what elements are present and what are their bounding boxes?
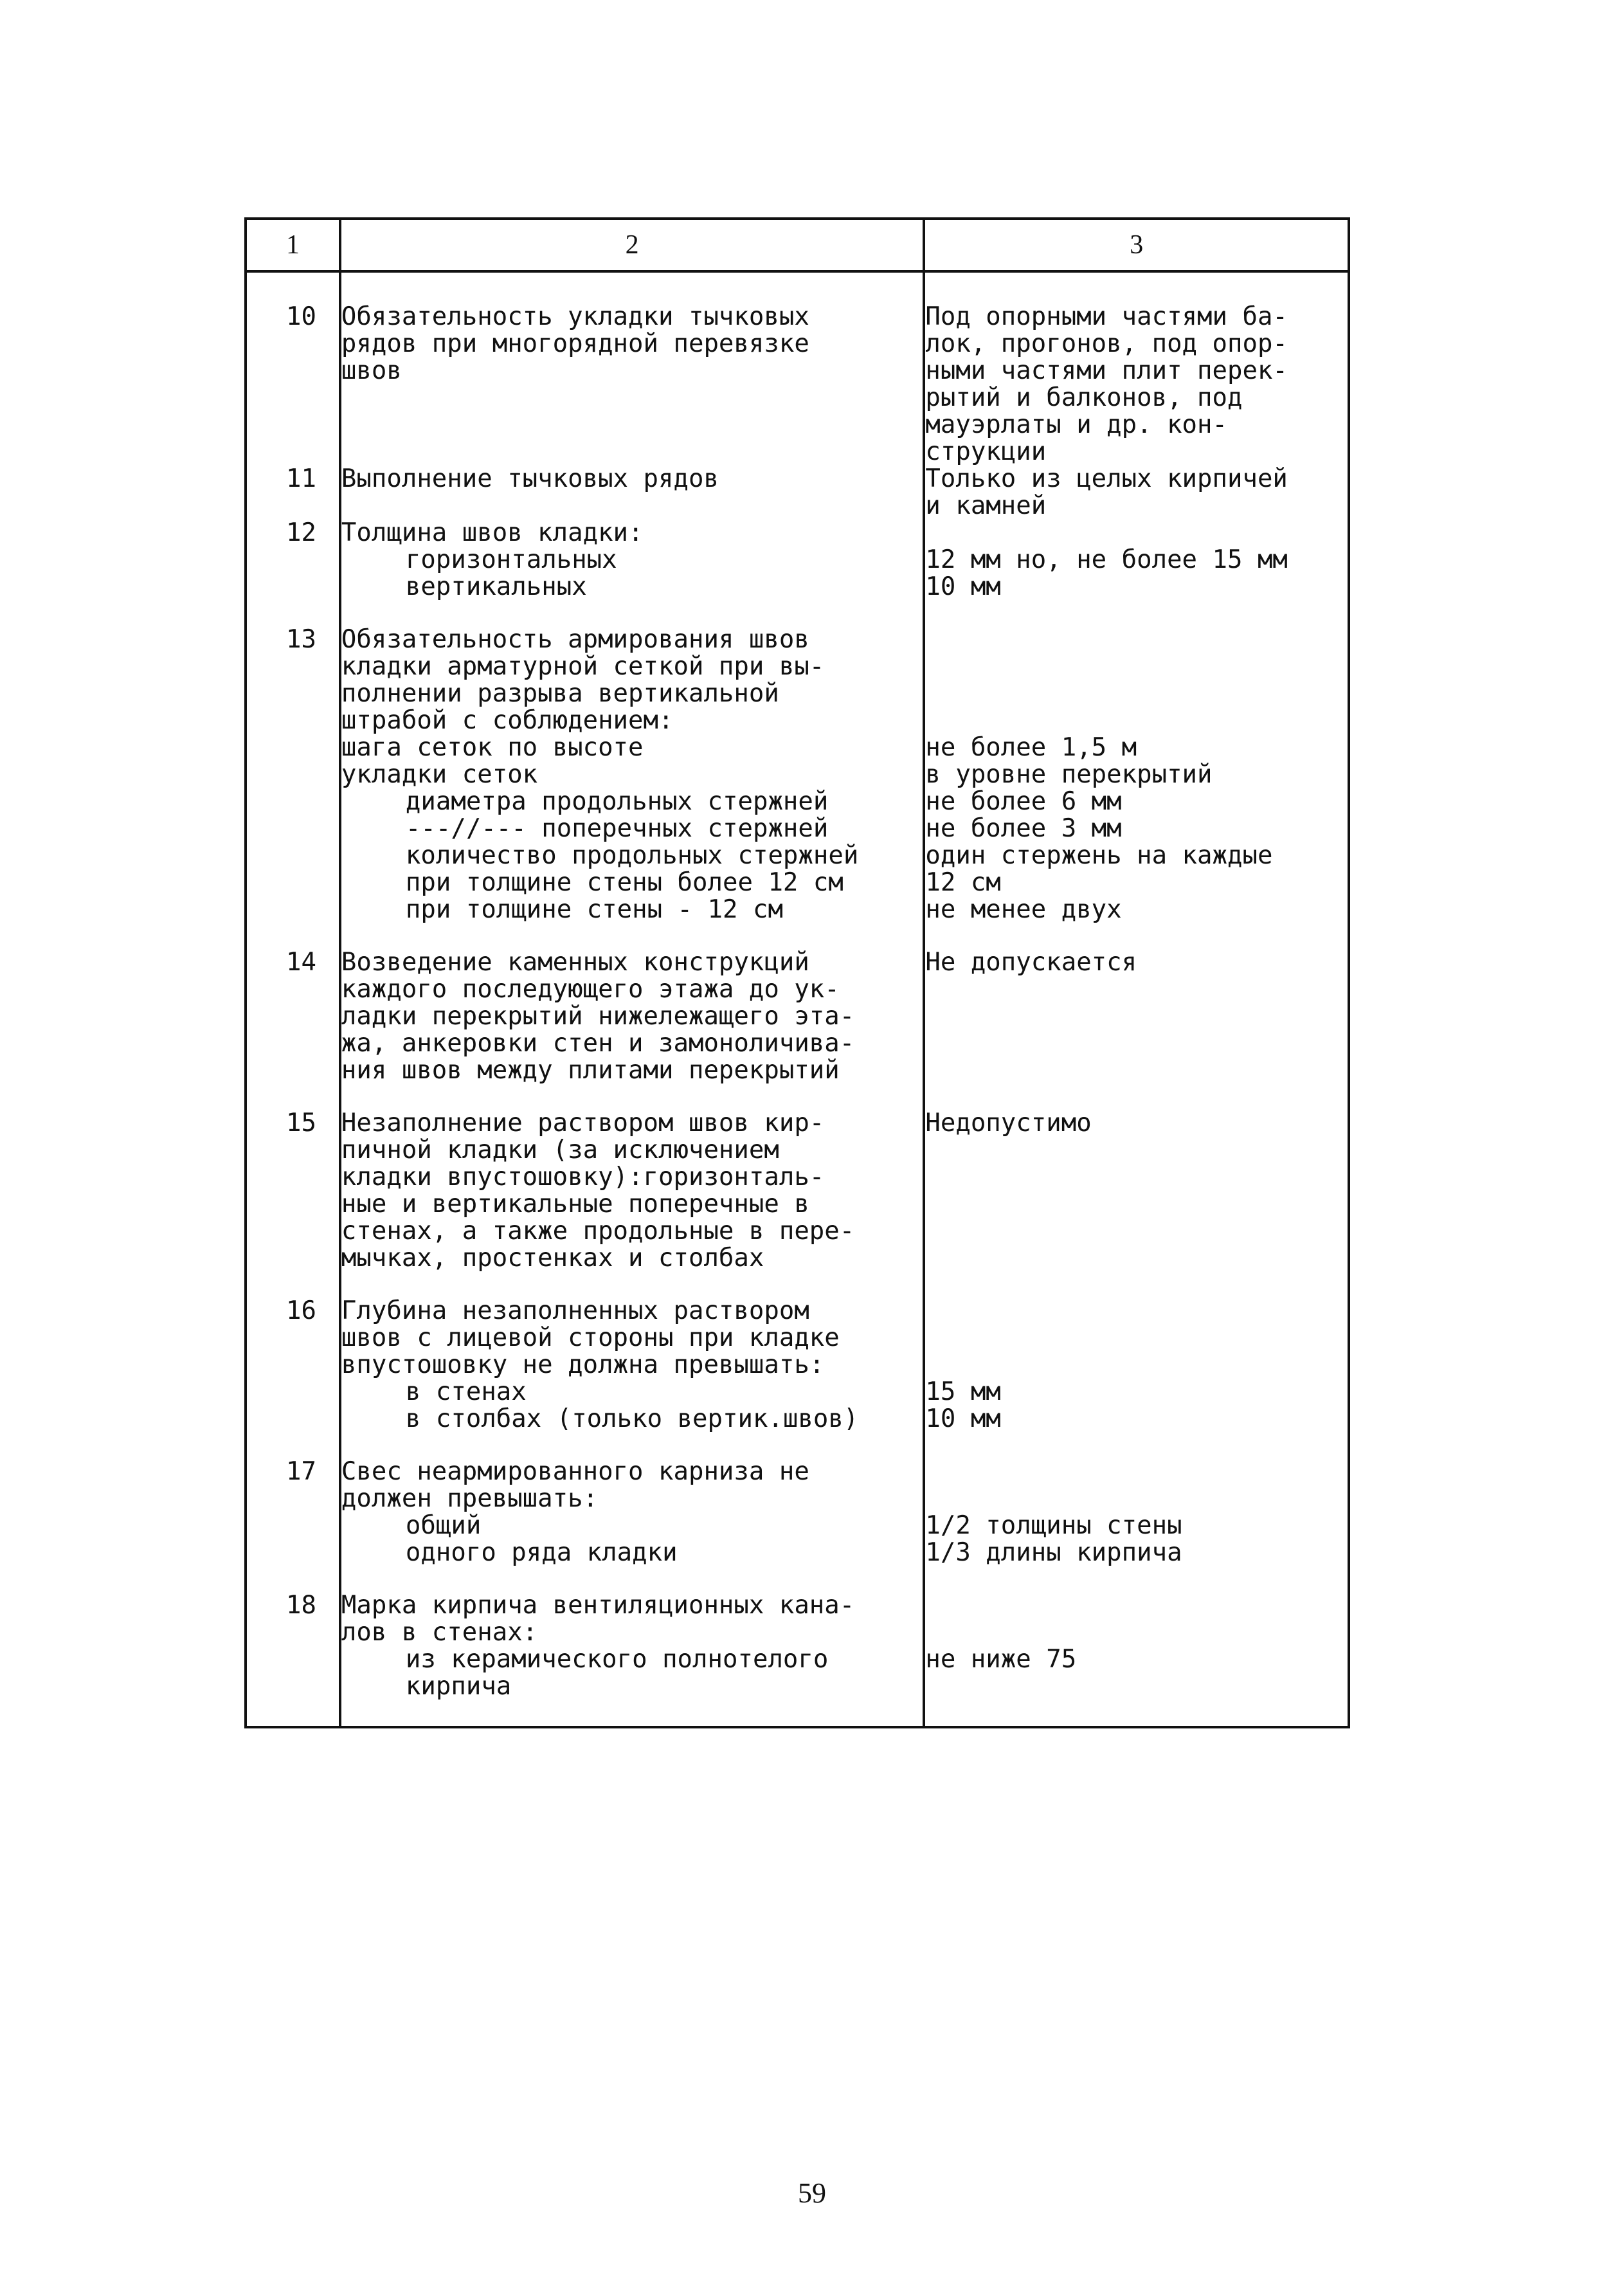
requirement-line: швов — [341, 356, 402, 385]
value-line: 12 см — [925, 868, 1001, 897]
requirement-line: Свес неармированного карниза не — [341, 1457, 809, 1486]
value-line — [925, 520, 1348, 547]
table-row — [246, 626, 1349, 949]
requirement-line: ные и вертикальные поперечные в — [341, 1190, 809, 1219]
value-line: 12 мм но, не более 15 мм — [925, 545, 1288, 574]
requirement-line: мычках, простенках и столбах — [341, 1244, 764, 1273]
table-row — [246, 466, 1349, 520]
requirement-line: вертикальных — [405, 572, 587, 601]
requirement-line: ладки перекрытий нижележащего эта- — [341, 1002, 855, 1031]
row-number: 18 — [285, 1591, 316, 1620]
row-number: 11 — [285, 464, 316, 493]
requirement-line: количество продольных стержней — [405, 841, 859, 870]
requirement-line: жа, анкеровки стен и замоноличива- — [341, 1029, 855, 1058]
requirement-cell — [340, 1458, 924, 1592]
row-number: 17 — [285, 1457, 316, 1486]
value-line: Недопустимо — [925, 1109, 1092, 1138]
value-cell — [924, 304, 1349, 466]
row-number-cell — [246, 1592, 340, 1727]
row-number: 15 — [285, 1109, 316, 1138]
requirement-line: кирпича — [405, 1672, 512, 1701]
value-line: в уровне перекрытий — [925, 760, 1213, 789]
value-line: рытий и балконов, под — [925, 383, 1243, 412]
value-line — [925, 680, 1348, 707]
requirement-line: при толщине стены - 12 см — [405, 895, 783, 924]
row-number-cell — [246, 626, 340, 949]
value-line — [925, 1485, 1348, 1512]
header-col-3: 3 — [924, 219, 1349, 271]
requirement-cell — [340, 949, 924, 1110]
value-line: не более 3 мм — [925, 814, 1122, 843]
requirement-line: Глубина незаполненных раствором — [341, 1296, 809, 1325]
value-line: не более 1,5 м — [925, 733, 1137, 762]
value-cell — [924, 1298, 1349, 1458]
value-line: и камней — [925, 491, 1047, 520]
row-number: 10 — [285, 302, 316, 331]
requirement-line: рядов при многорядной перевязке — [341, 329, 809, 358]
header-col-1: 1 — [246, 219, 340, 271]
requirement-cell — [340, 626, 924, 949]
requirement-cell — [340, 1592, 924, 1727]
requirement-line: ния швов между плитами перекрытий — [341, 1056, 840, 1085]
table-row — [246, 1592, 1349, 1727]
page-number: 59 — [798, 2177, 826, 2209]
table-row — [246, 520, 1349, 626]
value-line: Не допускается — [925, 948, 1137, 977]
requirement-line: Незаполнение раствором швов кир- — [341, 1109, 825, 1138]
table-row — [246, 1298, 1349, 1458]
table-row — [246, 949, 1349, 1110]
requirement-cell — [340, 1298, 924, 1458]
value-line: не более 6 мм — [925, 787, 1122, 816]
row-number-cell — [246, 949, 340, 1110]
requirement-line: ---//--- поперечных стержней — [405, 814, 829, 843]
header-col-2: 2 — [340, 219, 924, 271]
requirement-line: штрабой с соблюдением: — [341, 706, 674, 735]
requirement-line: должен превышать: — [341, 1484, 599, 1513]
value-line: один стержень на каждые — [925, 841, 1273, 870]
requirement-line: полнении разрыва вертикальной — [341, 679, 779, 708]
table-top-spacer — [246, 271, 1349, 304]
row-number-cell — [246, 520, 340, 626]
requirement-line: Обязательность армирования швов — [341, 625, 809, 654]
row-number-cell — [246, 1458, 340, 1592]
requirement-line: Возведение каменных конструкций — [341, 948, 809, 977]
value-line — [925, 1352, 1348, 1379]
value-line — [925, 1619, 1348, 1646]
value-line: не ниже 75 — [925, 1645, 1077, 1674]
table-row — [246, 304, 1349, 466]
value-line: ными частями плит перек- — [925, 356, 1288, 385]
row-number: 16 — [285, 1296, 316, 1325]
requirement-line: горизонтальных — [405, 545, 617, 574]
requirement-line: Толщина швов кладки: — [341, 518, 644, 547]
value-line: струкции — [925, 437, 1047, 466]
value-line: мауэрлаты и др. кон- — [925, 410, 1227, 439]
value-cell — [924, 520, 1349, 626]
requirement-line: в стенах — [405, 1377, 527, 1406]
value-line: Под опорными частями ба- — [925, 302, 1288, 331]
requirement-line: диаметра продольных стержней — [405, 787, 829, 816]
value-line: Только из целых кирпичей — [925, 464, 1288, 493]
row-number-cell — [246, 466, 340, 520]
value-line: 1/3 длины кирпича — [925, 1538, 1182, 1567]
value-line: не менее двух — [925, 895, 1122, 924]
requirement-line: одного ряда кладки — [405, 1538, 678, 1567]
requirement-line: Обязательность укладки тычковых — [341, 302, 809, 331]
row-number-cell — [246, 1110, 340, 1298]
requirement-cell — [340, 466, 924, 520]
requirement-line: лов в стенах: — [341, 1618, 538, 1647]
value-line — [925, 1673, 1348, 1700]
value-line — [925, 1458, 1348, 1485]
value-line: лок, прогонов, под опор- — [925, 329, 1288, 358]
value-line: 10 мм — [925, 572, 1001, 601]
requirement-line: в столбах (только вертик.швов) — [405, 1404, 859, 1433]
value-line — [925, 1325, 1348, 1352]
row-number: 12 — [285, 518, 316, 547]
requirements-table — [244, 217, 1350, 1728]
table-row — [246, 1458, 1349, 1592]
table-header-row — [246, 219, 1349, 271]
requirement-line: из керамического полнотелого — [405, 1645, 829, 1674]
requirement-line: стенах, а также продольные в пере- — [341, 1217, 855, 1246]
value-cell — [924, 1110, 1349, 1298]
row-number-cell — [246, 304, 340, 466]
requirement-line: Марка кирпича вентиляционных кана- — [341, 1591, 855, 1620]
requirement-line: при толщине стены более 12 см — [405, 868, 844, 897]
value-cell — [924, 626, 1349, 949]
requirement-cell — [340, 520, 924, 626]
requirement-line: общий — [405, 1511, 482, 1540]
row-number-cell — [246, 1298, 340, 1458]
value-cell — [924, 949, 1349, 1110]
value-line — [925, 1298, 1348, 1325]
row-number: 14 — [285, 948, 316, 977]
row-number: 13 — [285, 625, 316, 654]
value-cell — [924, 466, 1349, 520]
value-line — [925, 1592, 1348, 1619]
requirement-line: кладки впустошовку):горизонталь- — [341, 1163, 825, 1192]
requirement-line: пичной кладки (за исключением — [341, 1136, 779, 1165]
requirement-cell — [340, 304, 924, 466]
requirement-line: каждого последующего этажа до ук- — [341, 975, 840, 1004]
value-line — [925, 626, 1348, 653]
value-line: 15 мм — [925, 1377, 1001, 1406]
requirement-line: шага сеток по высоте — [341, 733, 644, 762]
requirement-line: швов с лицевой стороны при кладке — [341, 1323, 840, 1352]
requirement-line: Выполнение тычковых рядов — [341, 464, 719, 493]
value-line: 1/2 толщины стены — [925, 1511, 1182, 1540]
value-line: 10 мм — [925, 1404, 1001, 1433]
table-row — [246, 1110, 1349, 1298]
table-body — [246, 271, 1349, 1727]
value-line — [925, 707, 1348, 734]
value-line — [925, 653, 1348, 680]
requirement-line: укладки сеток — [341, 760, 538, 789]
requirement-line: кладки арматурной сеткой при вы- — [341, 652, 825, 681]
requirement-line: впустошовку не должна превышать: — [341, 1350, 825, 1379]
value-cell — [924, 1458, 1349, 1592]
value-cell — [924, 1592, 1349, 1727]
requirement-cell — [340, 1110, 924, 1298]
